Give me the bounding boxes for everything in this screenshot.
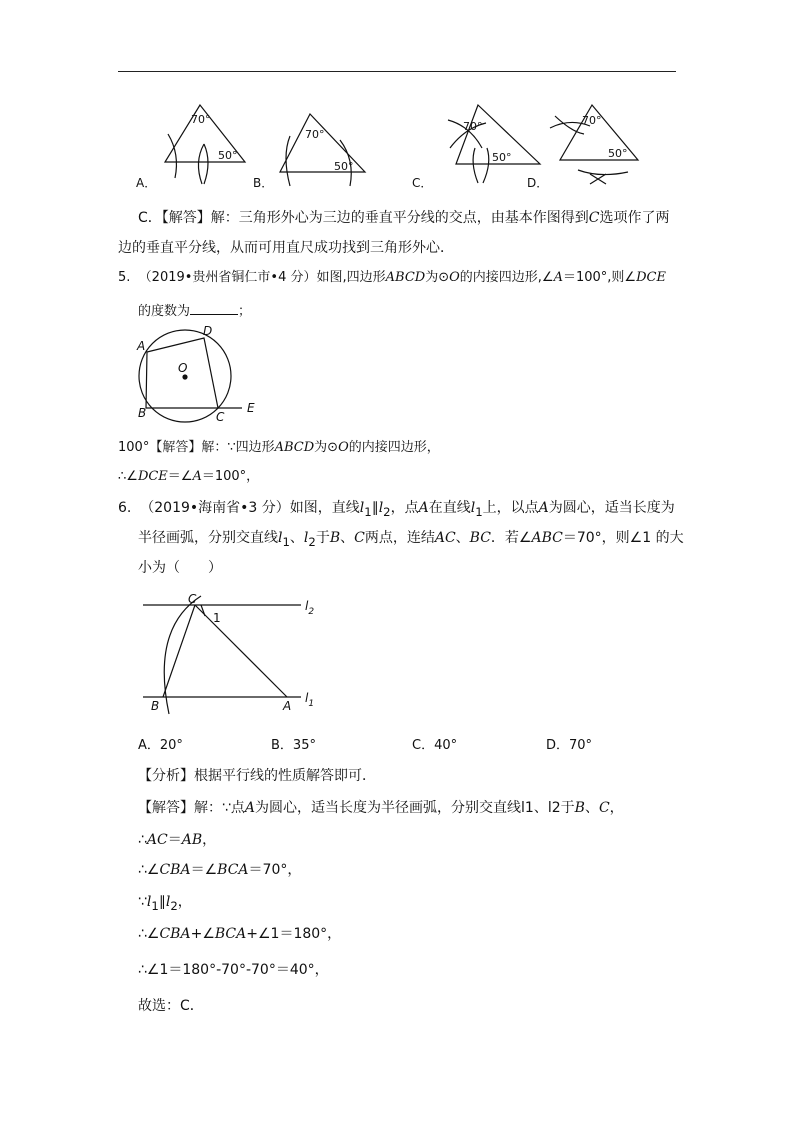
fig-c-angle-top: 70° [463, 120, 483, 133]
q4-answer-line2: 边的垂直平分线，从而可用直尺成功找到三角形外心． [118, 240, 454, 256]
q6-option-d: D．70° [546, 738, 593, 753]
q6-solution-line7: 故选：C． [138, 998, 204, 1014]
q5-label-e: E [247, 401, 255, 415]
q6-solution-line4: $\because l_1\parallel l_2$， [138, 894, 192, 913]
fig-d-angle-top: 70° [582, 114, 602, 127]
q6-option-a: A．20° [138, 738, 183, 753]
answer-blank [190, 300, 238, 315]
q5-label-a: A [137, 339, 146, 353]
q5-label-d: D [203, 324, 213, 338]
fig-b-angle-top: 70° [305, 128, 325, 141]
q6-label-a: A [283, 699, 292, 713]
q6-stem-line1: 6. （2019•海南省•3 分）如图，直线$l_1\parallel l_2$，点A在直线$l_1$上，以点A为圆心，适当长度为 [118, 500, 675, 519]
q6-solution-line5: ∴∠CBA+∠BCA+∠1＝180°， [138, 926, 342, 942]
q6-label-b: B [151, 699, 160, 713]
fig-a-angle-right: 50° [218, 149, 238, 162]
q5-stem-line1: 5. （2019•贵州省铜仁市•4 分）如图,四边形ABCD为⊙O的内接四边形,∠A＝100°,则∠DCE [118, 270, 666, 285]
q5-circle-figure [132, 322, 272, 430]
q6-solution-line2: ∴AC＝AB， [138, 832, 217, 848]
q6-solution-line6: ∴∠1＝180°-70°-70°＝40°， [138, 962, 329, 978]
q6-label-c: C [188, 592, 197, 606]
q5-stem-line2: 的度数为 ； [138, 300, 251, 322]
fig-c-angle-right: 50° [492, 151, 512, 164]
q6-stem-line2: 半径画弧，分别交直线$l_1$、$l_2$于B、C两点，连结AC、BC．若∠ABC＝70°，则∠1 的大 [138, 530, 684, 549]
fig-option-c: C． [412, 176, 433, 190]
q5-label-b: B [138, 406, 147, 420]
q6-parallel-figure [135, 588, 335, 718]
q6-label-l2: $l_2$ [305, 599, 315, 617]
q5-answer-line1: 100°【解答】解：∵四边形ABCD为⊙O的内接四边形， [118, 440, 440, 455]
q6-analysis: 【分析】根据平行线的性质解答即可． [138, 768, 376, 784]
fig-option-a: A． [136, 176, 157, 190]
q5-label-c: C [216, 410, 225, 424]
q6-label-one: 1 [213, 611, 221, 625]
fig-b-angle-right: 50° [334, 160, 354, 173]
q6-option-b: B．35° [271, 738, 316, 753]
fig-a-angle-top: 70° [191, 113, 211, 126]
q4-answer-line1: C．【解答】解：三角形外心为三边的垂直平分线的交点，由基本作图得到C选项作了两 [138, 210, 670, 226]
q6-option-c: C．40° [412, 738, 458, 753]
fig-option-d: D． [527, 176, 549, 190]
q6-solution-line3: ∴∠CBA＝∠BCA＝70°， [138, 862, 302, 878]
option-figures-row [130, 98, 650, 190]
q5-label-o: O [178, 361, 188, 375]
q6-label-l1: $l_1$ [305, 691, 315, 709]
fig-d-angle-right: 50° [608, 147, 628, 160]
header-rule [118, 71, 676, 72]
fig-option-b: B． [253, 176, 274, 190]
q6-stem-line3: 小为（ ） [138, 560, 222, 576]
q5-answer-line2: ∴∠DCE＝∠A＝100°， [118, 469, 260, 484]
q6-solution-line1: 【解答】解：∵点A为圆心，适当长度为半径画弧，分别交直线l1、l2于B、C， [138, 800, 624, 816]
